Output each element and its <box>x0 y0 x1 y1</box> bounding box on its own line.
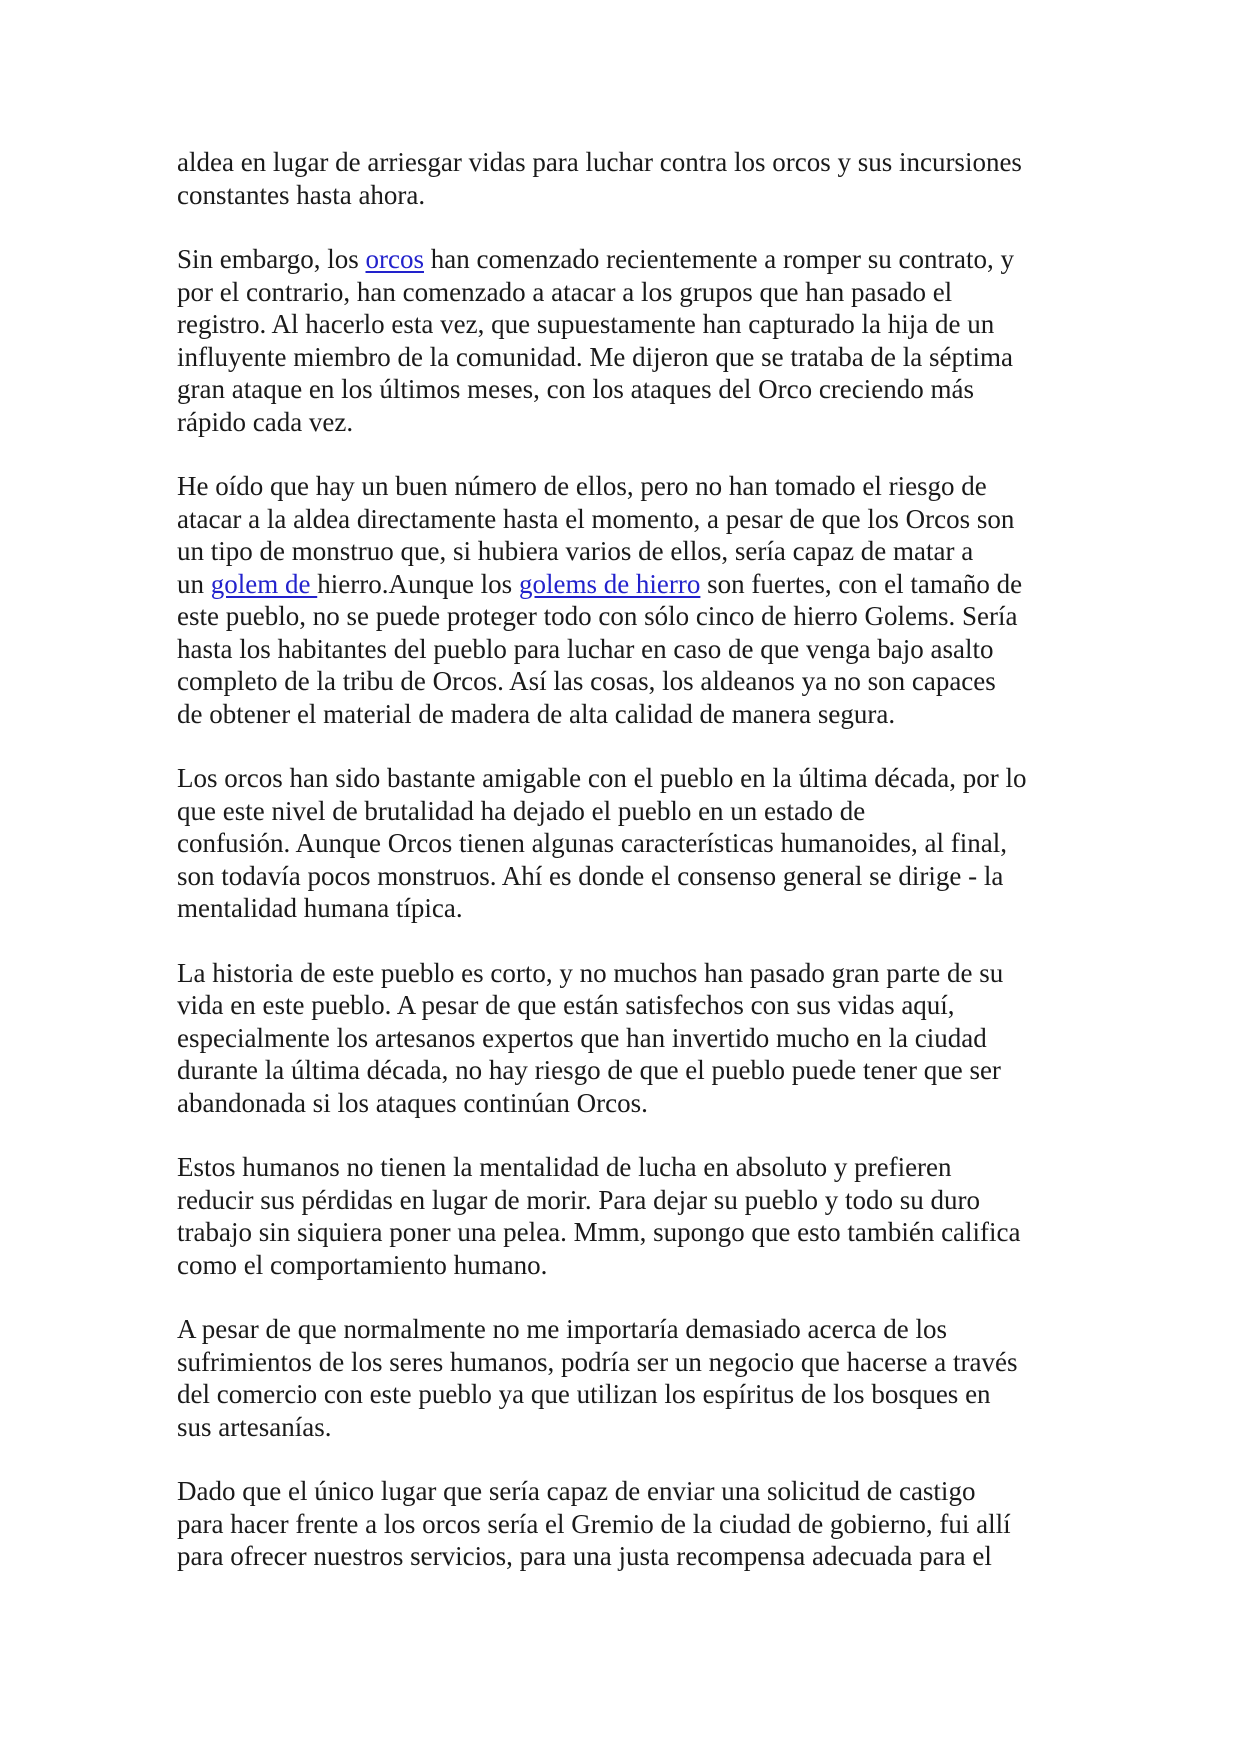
text-run: especialmente los artesanos expertos que han invertido mucho en la ciudad <box>177 1022 987 1053</box>
text-run: registro. Al hacerlo esta vez, que supuestamente han capturado la hija de un <box>177 309 995 339</box>
text-run: Los orcos han sido bastante amigable con el pueblo en la última década, por lo <box>177 763 1027 793</box>
text-line <box>177 1151 1077 1184</box>
paragraph <box>177 957 1077 1120</box>
text-run: completo de la tribu de Orcos. Así las cosas, los aldeanos ya no son capaces <box>177 666 996 696</box>
text-run: un <box>177 568 211 599</box>
text-run: un tipo de monstruo que, si hubiera varios de ellos, sería capaz de matar a <box>177 536 974 566</box>
text-line <box>177 1313 1077 1346</box>
text-run: para hacer frente a los orcos sería el Gremio de la ciudad de gobierno, fui allí <box>177 1508 1011 1539</box>
text-line <box>177 146 1077 179</box>
text-line <box>177 1508 1077 1541</box>
text-line <box>177 633 1077 666</box>
text-run: A pesar de que normalmente no me importaría demasiado acerca de los <box>177 1314 947 1344</box>
text-line <box>177 308 1077 341</box>
text-run: que este nivel de brutalidad ha dejado el pueblo en un estado de <box>177 795 866 826</box>
text-run: mentalidad humana típica. <box>177 893 463 923</box>
paragraph <box>177 1151 1077 1281</box>
text-run: gran ataque en los últimos meses, con los ataques del Orco creciendo más <box>177 374 975 404</box>
text-line <box>177 568 1077 601</box>
text-line <box>177 762 1077 795</box>
text-line <box>177 1184 1077 1217</box>
text-line <box>177 1540 1077 1573</box>
text-run: rápido cada vez. <box>177 406 354 437</box>
text-line <box>177 600 1077 633</box>
text-run: constantes hasta ahora. <box>177 179 426 210</box>
text-line <box>177 698 1077 731</box>
text-run: He oído que hay un buen número de ellos, pero no han tomado el riesgo de <box>177 471 987 501</box>
inline-link[interactable]: golems de hierro <box>518 568 701 599</box>
paragraph <box>177 243 1077 438</box>
text-line <box>177 957 1077 990</box>
text-line <box>177 1022 1077 1055</box>
paragraph <box>177 1475 1077 1573</box>
text-run: este pueblo, no se puede proteger todo con sólo cinco de hierro Golems. Sería <box>177 601 1018 631</box>
document-page <box>177 146 1077 1573</box>
text-run: de obtener el material de madera de alta calidad de manera segura. <box>177 698 896 729</box>
text-line <box>177 989 1077 1022</box>
text-run: son fuertes, con el tamaño de <box>700 568 1023 599</box>
text-run: trabajo sin siquiera poner una pelea. Mmm, supongo que esto también califica <box>177 1217 1021 1247</box>
text-run: La historia de este pueblo es corto, y no muchos han pasado gran parte de su <box>177 957 1004 988</box>
text-line <box>177 276 1077 309</box>
text-run: reducir sus pérdidas en lugar de morir. Para dejar su pueblo y todo su duro <box>177 1184 981 1215</box>
text-line <box>177 892 1077 925</box>
text-line <box>177 795 1077 828</box>
text-run: sufrimientos de los seres humanos, podría ser un negocio que hacerse a través <box>177 1346 1018 1377</box>
text-run: aldea en lugar de arriesgar vidas para luchar contra los orcos y sus incursiones <box>177 147 1022 177</box>
text-run: hasta los habitantes del pueblo para luchar en caso de que venga bajo asalto <box>177 633 994 664</box>
paragraph <box>177 470 1077 730</box>
text-line <box>177 1475 1077 1508</box>
text-run: para ofrecer nuestros servicios, para una justa recompensa adecuada para el <box>177 1541 992 1571</box>
text-run: son todavía pocos monstruos. Ahí es donde el consenso general se dirige - la <box>177 860 1004 891</box>
paragraph <box>177 762 1077 925</box>
text-line <box>177 1249 1077 1282</box>
text-line <box>177 1216 1077 1249</box>
text-line <box>177 373 1077 406</box>
text-run: confusión. Aunque Orcos tienen algunas características humanoides, al final, <box>177 828 1007 858</box>
text-line <box>177 243 1077 276</box>
text-line <box>177 1054 1077 1087</box>
text-line <box>177 827 1077 860</box>
text-line <box>177 1087 1077 1120</box>
text-line <box>177 1411 1077 1444</box>
text-run: atacar a la aldea directamente hasta el momento, a pesar de que los Orcos son <box>177 503 1015 534</box>
text-line <box>177 665 1077 698</box>
text-run: del comercio con este pueblo ya que utilizan los espíritus de los bosques en <box>177 1379 991 1409</box>
text-line <box>177 179 1077 212</box>
text-run: han comenzado recientemente a romper su contrato, y <box>423 244 1014 274</box>
text-line <box>177 1346 1077 1379</box>
text-run: Estos humanos no tienen la mentalidad de lucha en absoluto y prefieren <box>177 1152 952 1182</box>
text-line <box>177 860 1077 893</box>
inline-link[interactable]: orcos <box>365 244 424 274</box>
paragraph <box>177 1313 1077 1443</box>
text-run: Dado que el único lugar que sería capaz de enviar una solicitud de castigo <box>177 1476 976 1506</box>
text-line <box>177 470 1077 503</box>
paragraph <box>177 146 1077 211</box>
text-line <box>177 1378 1077 1411</box>
text-line <box>177 341 1077 374</box>
text-run: hierro.Aunque los <box>317 568 519 599</box>
text-line <box>177 535 1077 568</box>
text-run: por el contrario, han comenzado a atacar a los grupos que han pasado el <box>177 276 953 307</box>
text-run: sus artesanías. <box>177 1411 332 1442</box>
inline-link[interactable]: golem de <box>210 568 318 599</box>
text-run: abandonada si los ataques continúan Orcos. <box>177 1087 648 1118</box>
text-run: como el comportamiento humano. <box>177 1249 548 1280</box>
text-line <box>177 503 1077 536</box>
text-run: Sin embargo, los <box>177 244 366 274</box>
text-run: vida en este pueblo. A pesar de que están satisfechos con sus vidas aquí, <box>177 990 955 1020</box>
text-run: durante la última década, no hay riesgo de que el pueblo puede tener que ser <box>177 1055 1001 1085</box>
text-run: influyente miembro de la comunidad. Me dijeron que se trataba de la séptima <box>177 341 1013 372</box>
text-line <box>177 406 1077 439</box>
